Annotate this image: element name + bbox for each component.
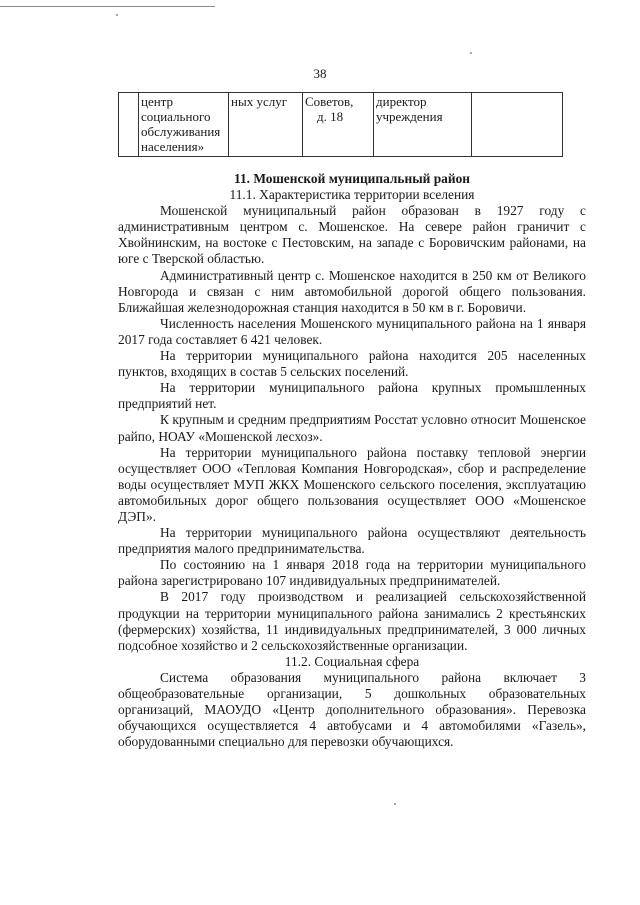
paragraph: К крупным и средним предприятиям Росстат условно относит Мошенское райпо, НОАУ «Мошенской лесхоз».: [118, 412, 586, 444]
paragraph: Численность населения Мошенского муниципального района на 1 января 2017 года составляет 6 421 человек.: [118, 315, 586, 347]
table-cell: ных услуг: [229, 93, 303, 157]
subsection-heading: 11.1. Характеристика территории вселения: [229, 187, 475, 203]
table-cell: [472, 93, 563, 157]
document-body: [118, 171, 586, 750]
paragraph: На территории муниципального района поставку тепловой энергии осуществляет ООО «Тепловая Компания Новгородская», сбор и распределение воды осуществляет МУП ЖКХ Мошенского сельского поселения, эксплуатацию автомобильных дорог общего пользования осуществляет ООО «Мошенское ДЭП».: [118, 444, 586, 524]
table-row: [119, 93, 563, 157]
continuation-table: [118, 92, 563, 157]
scan-edge-line: [0, 6, 215, 7]
table-cell: директор учреждения: [374, 93, 472, 157]
table-cell: Советов, д. 18: [303, 93, 374, 157]
page-number: 38: [313, 66, 327, 81]
scan-speck: [394, 803, 396, 805]
paragraph: На территории муниципального района осуществляют деятельность предприятия малого предпринимательства.: [118, 525, 586, 557]
paragraph: Административный центр с. Мошенское находится в 250 км от Великого Новгорода и связан с ним автомобильной дорогой общего пользования. Ближайшая железнодорожная станция находится в 50 км в г. Боровичи.: [118, 267, 586, 315]
paragraph: На территории муниципального района крупных промышленных предприятий нет.: [118, 380, 586, 412]
subsection-heading: 11.2. Социальная сфера: [284, 653, 420, 669]
scan-speck: [116, 14, 118, 16]
scan-speck: [470, 52, 472, 54]
table-cell: [119, 93, 139, 157]
table-cell: центр социального обслуживания населения»: [139, 93, 229, 157]
paragraph: По состоянию на 1 января 2018 года на территории муниципального района зарегистрировано 107 индивидуальных предпринимателей.: [118, 557, 586, 589]
paragraph: В 2017 году производством и реализацией сельскохозяйственной продукции на территории муниципального района занимались 2 крестьянских (фермерских) хозяйства, 11 индивидуальных предпринимателей, 3 000 личных подсобное хозяйство и 2 сельскохозяйственные организации.: [118, 589, 586, 653]
section-heading: 11. Мошенской муниципальный район: [233, 171, 470, 186]
paragraph: Система образования муниципального района включает 3 общеобразовательные организации, 5 дошкольных образовательных организаций, МАОУДО «Центр дополнительного образования». Перевозка обучающихся осуществляется 4 автобусами и 4 автомобилями «Газель», оборудованными специально для перевозки обучающихся.: [118, 669, 586, 750]
paragraph: Мошенской муниципальный район образован в 1927 году с административным центром с. Мошенское. На севере район граничит с Хвойнинским, на востоке с Пестовским, на западе с Боровичским районами, на юге с Тверской областью.: [118, 203, 586, 267]
paragraph: На территории муниципального района находится 205 населенных пунктов, входящих в состав 5 сельских поселений.: [118, 348, 586, 380]
